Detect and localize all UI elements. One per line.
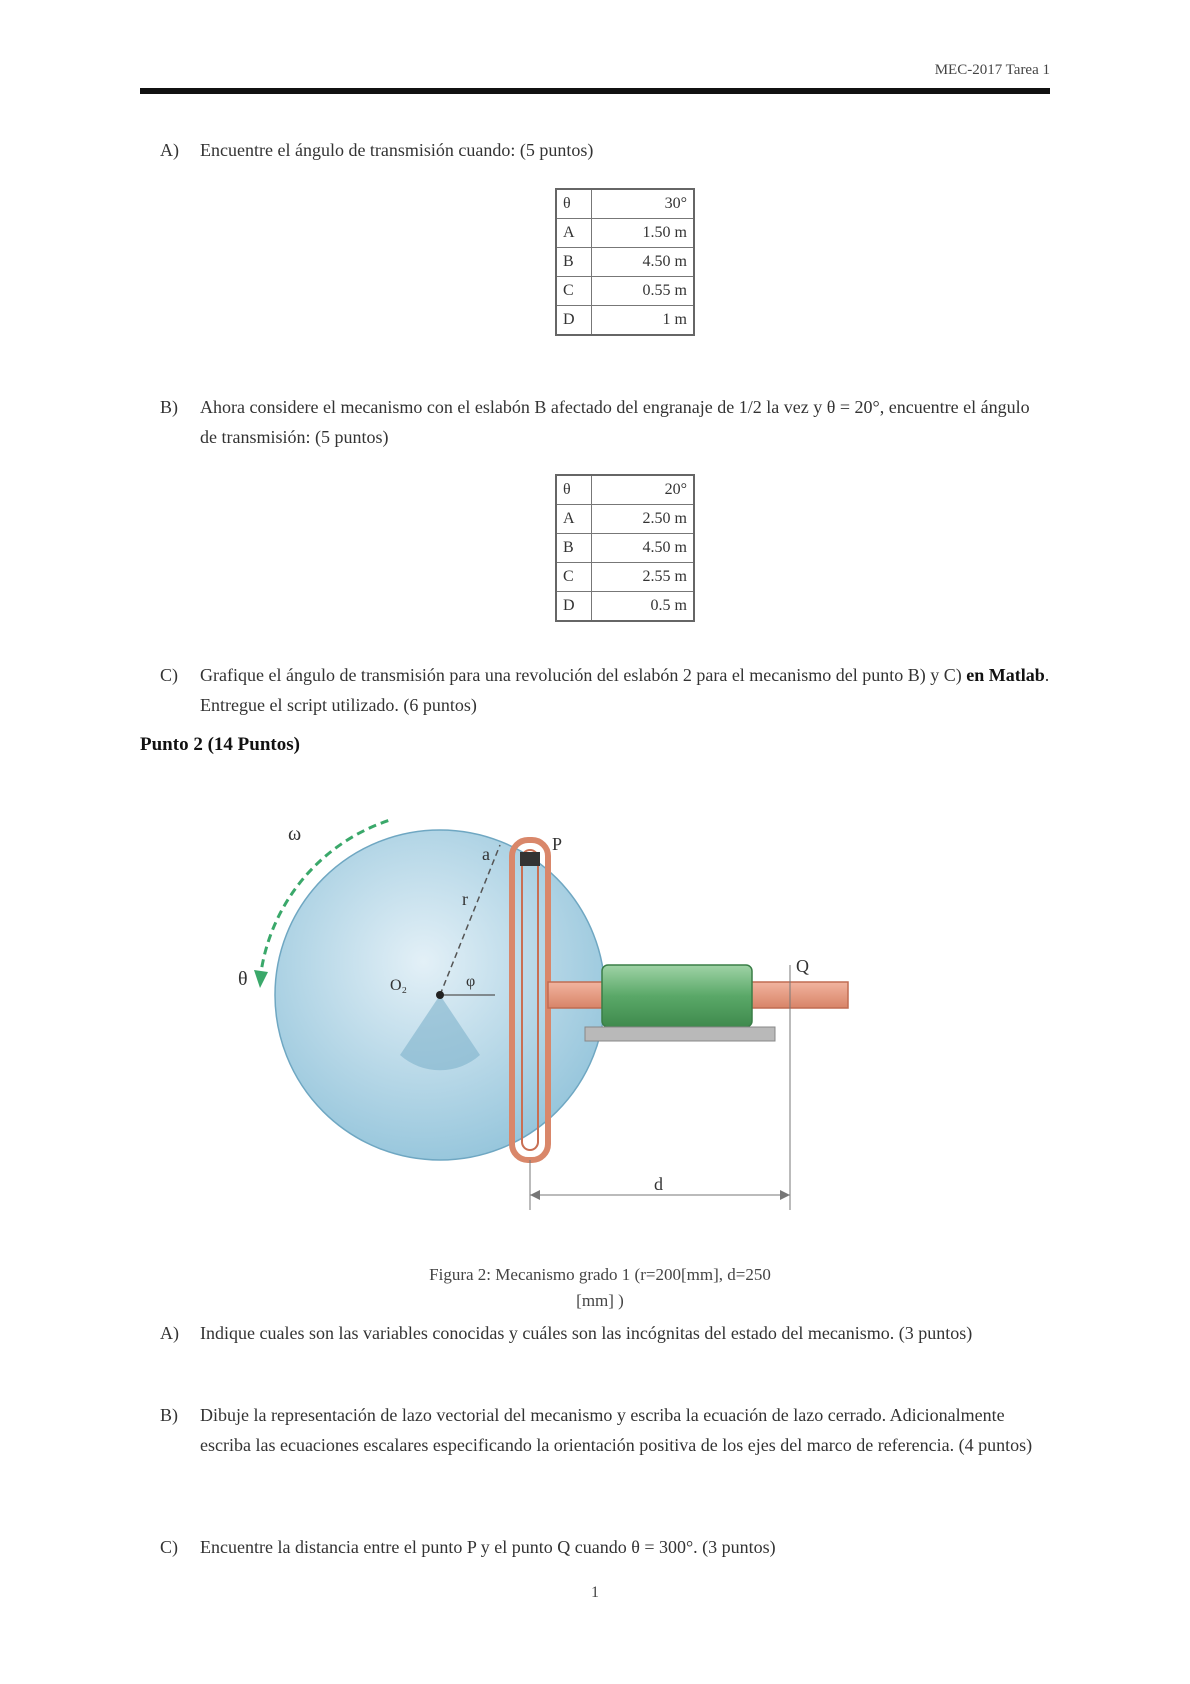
- question-a-label: A): [160, 140, 179, 160]
- question-2b-label: B): [160, 1405, 178, 1425]
- guide-cylinder: [602, 965, 752, 1027]
- table-value: 2.50 m: [592, 505, 695, 534]
- question-2c: [160, 1532, 1050, 1562]
- table-key: B: [556, 248, 592, 277]
- table-row: [556, 592, 694, 622]
- table-row: [556, 534, 694, 563]
- page-number: 1: [591, 1584, 599, 1601]
- table-key: D: [556, 306, 592, 336]
- table-row: [556, 277, 694, 306]
- question-a-text: Encuentre el ángulo de transmisión cuando: (5 puntos): [200, 140, 594, 160]
- label-theta: θ: [238, 968, 248, 990]
- table-value: 0.55 m: [592, 277, 695, 306]
- question-b-label: B): [160, 397, 178, 417]
- figure-caption: [300, 1262, 900, 1314]
- mechanism-figure: [230, 800, 910, 1240]
- table-row: [556, 306, 694, 336]
- table-value: 20°: [592, 475, 695, 505]
- values-table-1: [555, 188, 695, 336]
- pivot-o2: [436, 991, 444, 999]
- question-2a: [160, 1318, 1050, 1348]
- values-table-2: [555, 474, 695, 622]
- table-key: A: [556, 219, 592, 248]
- table-value: 1.50 m: [592, 219, 695, 248]
- label-omega: ω: [288, 823, 302, 845]
- question-c-text-before: Grafique el ángulo de transmisión para una revolución del eslabón 2 para el mecanismo del punto B) y C): [200, 665, 962, 685]
- slider-pin: [520, 852, 540, 866]
- table-row: [556, 475, 694, 505]
- question-c-bold: en Matlab: [966, 665, 1045, 685]
- question-2a-text: Indique cuales son las variables conocidas y cuáles son las incógnitas del estado del mecanismo. (3 puntos): [200, 1323, 973, 1343]
- question-2c-label: C): [160, 1537, 178, 1557]
- table-value: 30°: [592, 189, 695, 219]
- label-phi: φ: [466, 973, 476, 990]
- dimension-arrow-right-icon: [780, 1190, 790, 1200]
- question-a: [160, 135, 1050, 165]
- table-row: [556, 248, 694, 277]
- table-value: 2.55 m: [592, 563, 695, 592]
- question-b-text: Ahora considere el mecanismo con el eslabón B afectado del engranaje de 1/2 la vez y θ = 20°, encuentre el ángulo de transmisión: (5 puntos): [200, 397, 1030, 447]
- table-key: C: [556, 563, 592, 592]
- question-2b-text: Dibuje la representación de lazo vectorial del mecanismo y escriba la ecuación de lazo cerrado. Adicionalmente escriba las ecuaciones escalares especificando la orientación positiva de los ejes del marco de referencia. (4 puntos): [200, 1405, 1033, 1455]
- question-c-text: [200, 660, 1050, 720]
- question-c-text-after: . Entregue el script utilizado. (6 puntos): [200, 665, 1050, 715]
- question-c-label: C): [160, 665, 178, 685]
- guide-base: [585, 1027, 775, 1041]
- question-2c-text: Encuentre la distancia entre el punto P y el punto Q cuando θ = 300°. (3 puntos): [200, 1537, 776, 1557]
- label-a: a: [482, 844, 490, 864]
- table-row: [556, 505, 694, 534]
- dimension-arrow-left-icon: [530, 1190, 540, 1200]
- table-value: 1 m: [592, 306, 695, 336]
- header-rule: [140, 88, 1050, 94]
- table-value: 4.50 m: [592, 534, 695, 563]
- table-key: C: [556, 277, 592, 306]
- table-row: [556, 219, 694, 248]
- label-d: d: [654, 1174, 663, 1194]
- table-key: D: [556, 592, 592, 622]
- label-r: r: [462, 889, 468, 909]
- page-header-text: MEC-2017 Tarea 1: [934, 62, 1050, 78]
- label-o2: O₂: [390, 977, 408, 994]
- label-p: P: [552, 834, 563, 854]
- table-row: [556, 563, 694, 592]
- table-value: 0.5 m: [592, 592, 695, 622]
- table-row: [556, 189, 694, 219]
- label-q: Q: [796, 956, 809, 976]
- question-2a-label: A): [160, 1323, 179, 1343]
- table-key: θ: [556, 189, 592, 219]
- rotation-arrowhead-icon: [254, 970, 268, 988]
- table-key: θ: [556, 475, 592, 505]
- section-title: Punto 2 (14 Puntos): [140, 734, 300, 755]
- caption-line-1: Figura 2: Mecanismo grado 1 (r=200[mm], d=250: [429, 1265, 771, 1284]
- table-value: 4.50 m: [592, 248, 695, 277]
- question-2b: [160, 1400, 1050, 1460]
- question-c: [160, 660, 1050, 720]
- table-key: B: [556, 534, 592, 563]
- question-b: [160, 392, 1050, 452]
- table-key: A: [556, 505, 592, 534]
- caption-line-2: [mm] ): [576, 1291, 624, 1310]
